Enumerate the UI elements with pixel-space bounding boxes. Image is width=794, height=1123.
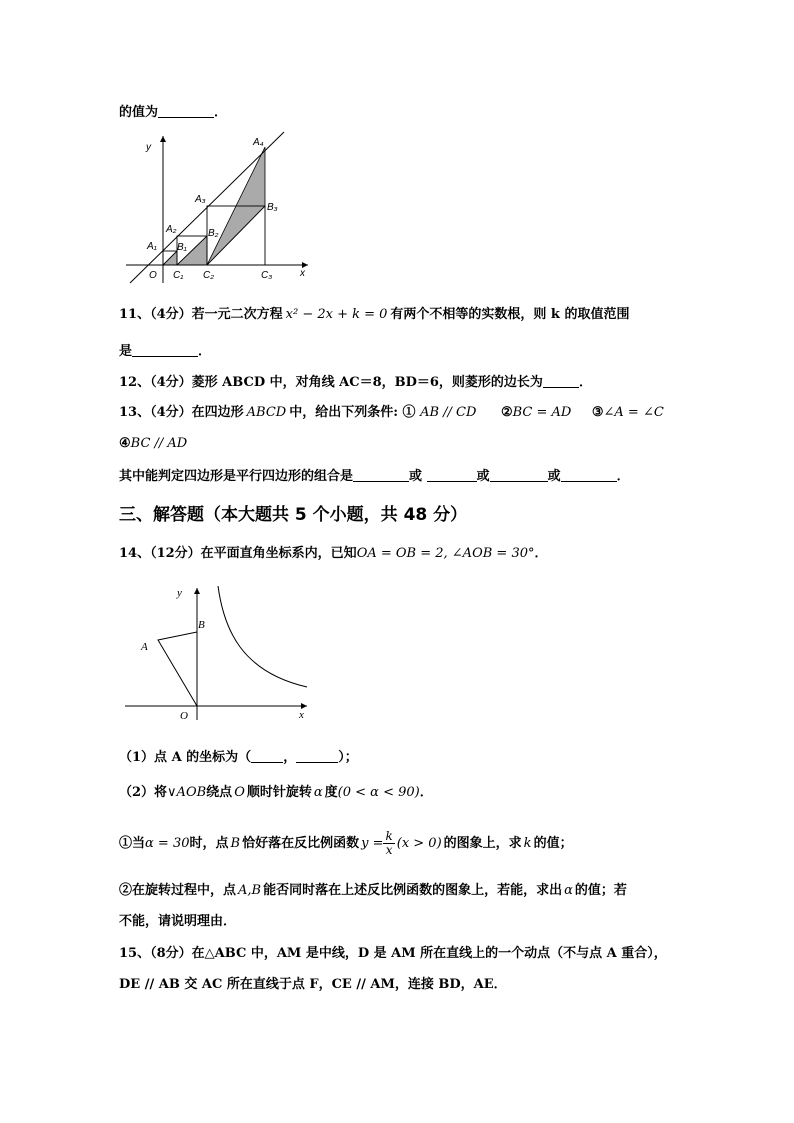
- q14-s1-head: ①当: [119, 836, 146, 851]
- q14-p2-O: O: [234, 785, 245, 800]
- q14-s1-end: 的值；: [533, 836, 573, 851]
- q15-line1: [119, 945, 667, 963]
- label-A2: A₂: [166, 224, 177, 235]
- q10-answer-blank: [158, 103, 214, 118]
- q13-or-2: 或: [476, 469, 490, 484]
- q10-tail: [119, 103, 227, 122]
- fig2-y-label: y: [177, 587, 182, 599]
- q14-p2-range: (0 < α < 90): [337, 785, 420, 800]
- q14-p1-sep: ，: [283, 750, 297, 765]
- triangle-AOB: [158, 632, 197, 706]
- q13-c2-mark: ②: [500, 405, 513, 420]
- q11-equation: x² − 2x + k = 0: [285, 307, 388, 322]
- section-3-heading: 三、解答题（本大题共 5 个小题，共 48 分）: [119, 505, 468, 525]
- q13-blank-4: [561, 467, 617, 482]
- label-A4: A₄: [253, 137, 264, 148]
- fig2-x-label: x: [299, 709, 304, 721]
- q14-blank-x: [251, 748, 283, 763]
- q14-p2-mid3: 度: [324, 785, 338, 800]
- q12-line: [119, 373, 592, 392]
- q14-head: 14、（12分）在平面直角坐标系内，已知: [119, 546, 357, 561]
- q14-sub2-line2: [119, 913, 236, 931]
- label-C3: C₃: [261, 270, 273, 281]
- q11-answer-blank: [132, 342, 198, 357]
- q13-mid: 中，给出下列条件: ①: [289, 405, 416, 420]
- q11-head: 11、（4分）若一元二次方程: [119, 307, 283, 322]
- q13-line2: [119, 435, 187, 453]
- q14-s2-end: 的值；若: [574, 883, 627, 898]
- q13-or-3: 或: [547, 469, 561, 484]
- q14-p1-head: （1）点 A 的坐标为（: [119, 750, 252, 765]
- q10-end: ．: [214, 105, 228, 120]
- q14-p2-head: （2）将: [119, 785, 168, 800]
- q14-p2-alpha: α: [313, 785, 323, 800]
- q14-line1: [119, 545, 548, 563]
- q11-tail: 有两个不相等的实数根，则 k 的取值范围: [390, 307, 630, 322]
- q11-line2: [119, 342, 211, 361]
- q13-condition-4: BC // AD: [130, 436, 188, 451]
- q14-p2-mid: 绕点: [206, 785, 233, 800]
- q14-s1-mid2: 恰好落在反比例函数: [242, 836, 360, 851]
- q15-line1-text: 15、（8分）在△ABC 中，AM 是中线，D 是 AM 所在直线上的一个动点（不与点 A 重合），: [119, 946, 667, 961]
- q14-p2-triangle: ∨AOB: [167, 785, 207, 800]
- label-C1: C₁: [173, 270, 184, 281]
- q14-s1-mid: 时，点: [189, 836, 229, 851]
- q14-sub2: [119, 882, 627, 900]
- q13-line3: [119, 467, 630, 486]
- q14-frac-den: x: [385, 843, 393, 857]
- q13-blank-3: [490, 467, 548, 482]
- fig2-y-arrow: [194, 588, 200, 594]
- staircase-figure: [122, 128, 312, 288]
- q14-s2-AB: A,B: [238, 883, 262, 898]
- q12-text: 12、（4分）菱形 ABCD 中，对角线 AC＝8，BD＝6，则菱形的边长为: [119, 375, 543, 390]
- q14-s1-cond: α = 30: [145, 836, 190, 851]
- q14-s2-mid: 能否同时落在上述反比例函数的图象上，若能，求出: [263, 883, 563, 898]
- label-A3: A₃: [195, 194, 206, 205]
- q14-fraction: [383, 830, 394, 857]
- q13-head: 13、（4分）在四边形: [119, 405, 244, 420]
- q14-s2-alpha: α: [564, 883, 573, 898]
- q14-p2-end: ．: [419, 785, 433, 800]
- q15-line2-text: DE // AB 交 AC 所在直线于点 F，CE // AM，连接 BD，AE．: [119, 977, 507, 992]
- q12-end: ．: [578, 375, 592, 390]
- q14-s1-B: B: [230, 836, 241, 851]
- q13-c4-mark: ④: [119, 436, 131, 451]
- q14-p1-end: ）；: [338, 750, 358, 765]
- fig1-x-label: x: [300, 268, 305, 279]
- q14-s1-domain: (x > 0): [396, 836, 442, 851]
- hyperbola-curve: [218, 586, 307, 687]
- fig2-label-A: A: [141, 641, 148, 653]
- q14-s1-mid3: 的图象上，求: [443, 836, 522, 851]
- fig2-label-B: B: [198, 619, 205, 631]
- q10-prefix: 的值为: [119, 105, 159, 120]
- q14-frac-num: k: [385, 829, 393, 843]
- q14-s2-head: ②在旋转过程中，点: [119, 883, 237, 898]
- y-arrow: [160, 136, 166, 142]
- fig1-origin-label: O: [149, 270, 157, 281]
- q14-s1-y: y =: [361, 836, 384, 851]
- label-B1: B₁: [177, 242, 187, 253]
- q13-condition-3: ∠A = ∠C: [603, 405, 664, 420]
- q13-end: ．: [616, 469, 630, 484]
- q14-end: ．: [534, 546, 548, 561]
- q14-sub1: [119, 829, 573, 859]
- q15-line2: [119, 976, 507, 994]
- q13-blank-1: [353, 467, 409, 482]
- q14-s1-k: k: [523, 836, 532, 851]
- q11-line2-text: 是: [119, 344, 133, 359]
- q13-c3-mark: ③: [591, 405, 604, 420]
- q11-end: ．: [198, 344, 212, 359]
- q14-p2-mid2: 顺时针旋转: [246, 785, 312, 800]
- q13-shape: ABCD: [246, 405, 287, 420]
- q14-blank-y: [296, 748, 338, 763]
- q14-part2: [119, 784, 433, 802]
- q13-or-1: 或: [409, 469, 423, 484]
- q13-condition-2: BC = AD: [512, 405, 572, 420]
- fig2-origin-label: O: [180, 710, 188, 722]
- label-B3: B₃: [267, 202, 278, 213]
- q11-line1: [119, 306, 629, 324]
- q13-condition-1: AB // CD: [420, 405, 477, 420]
- q12-answer-blank: [543, 373, 579, 388]
- label-C2: C₂: [203, 270, 215, 281]
- q13-line1: [119, 404, 664, 422]
- q13-blank-2: [427, 467, 477, 482]
- q13-line3-head: 其中能判定四边形是平行四边形的组合是: [119, 469, 354, 484]
- q14-part1: [119, 748, 358, 767]
- label-B2: B₂: [208, 228, 219, 239]
- q14-s2-line2: 不能，请说明理由．: [119, 914, 237, 929]
- label-A1: A₁: [147, 241, 157, 252]
- q14-condition: OA = OB = 2, ∠AOB = 30°: [356, 546, 535, 561]
- coordinate-figure: [122, 580, 322, 725]
- fig1-y-label: y: [146, 142, 151, 153]
